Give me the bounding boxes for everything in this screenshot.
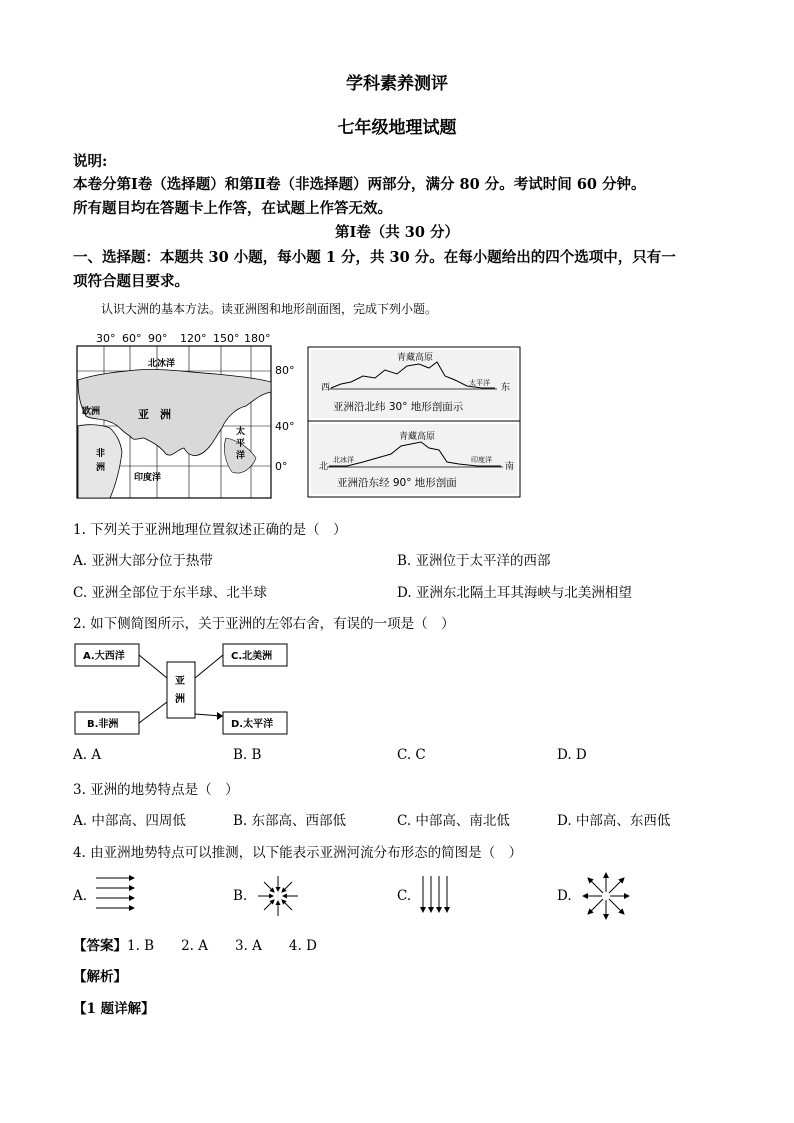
neighbor-center: 亚 (175, 676, 185, 687)
lat-label: 0° (275, 460, 288, 473)
section-title: 第Ⅰ卷（共 30 分） (334, 224, 460, 241)
question-2-option-a: A. A (73, 747, 102, 763)
profile1-west: 西 (321, 383, 331, 393)
profile1-peak: 青藏高原 (397, 353, 434, 363)
question-3-option-a: A. 中部高、四周低 (73, 813, 186, 829)
neighbor-b: B.非洲 (87, 719, 119, 730)
question-1-option-b: B. 亚洲位于太平洋的西部 (397, 553, 551, 569)
question-1-stem: 1. 下列关于亚洲地理位置叙述正确的是（ ） (73, 522, 347, 538)
label-arctic-ocean: 北冰洋 (148, 359, 176, 369)
profile2-ocean-right: 印度洋 (471, 456, 492, 464)
answer-label: 【答案】 (73, 938, 127, 954)
context-text: 认识大洲的基本方法。读亚洲图和地形剖面图，完成下列小题。 (101, 302, 438, 316)
question-2-option-b: B. B (233, 747, 262, 763)
neighbor-d: D.太平洋 (231, 719, 274, 730)
neighbor-a: A.大西洋 (83, 651, 125, 662)
question-3-option-d: D. 中部高、东西低 (557, 813, 671, 829)
lon-label: 30° (96, 332, 116, 345)
exam-subtitle: 七年级地理试题 (337, 118, 457, 138)
label-pacific: 太 (236, 427, 246, 437)
label-europe: 欧洲 (82, 407, 101, 417)
radiating-arrows-icon (580, 870, 632, 922)
section-intro-line1: 一、选择题：本题共 30 小题，每小题 1 分，共 30 分。在每小题给出的四个选项中，只有一 (73, 249, 676, 266)
question-3-stem: 3. 亚洲的地势特点是（ ） (73, 782, 239, 798)
lon-label: 60° (122, 332, 142, 345)
profile1-caption: 亚洲沿北纬 30° 地形剖面示 (333, 401, 464, 413)
label-indian-ocean: 印度洋 (134, 473, 162, 483)
terrain-profiles (307, 346, 521, 498)
profile2-caption: 亚洲沿东经 90° 地形剖面 (337, 477, 457, 489)
question-1-option-a: A. 亚洲大部分位于热带 (73, 553, 213, 569)
profile2-north: 北 (319, 462, 329, 472)
question-4-option-a: A. (73, 888, 88, 904)
lon-label: 120° (180, 332, 207, 345)
label-pacific-3: 洋 (236, 451, 246, 461)
question-2-option-c: C. C (397, 747, 426, 763)
section-intro-line2: 项符合题目要求。 (73, 273, 189, 290)
question-4-option-d: D. (557, 888, 572, 904)
profile1-ocean: 太平洋 (469, 379, 490, 387)
lat-label: 80° (275, 364, 295, 377)
profile2-south: 南 (505, 462, 515, 472)
question-4-option-b: B. (233, 888, 248, 904)
question-3-option-c: C. 中部高、南北低 (397, 813, 510, 829)
question-1-option-d: D. 亚洲东北隔土耳其海峡与北美洲相望 (397, 585, 632, 601)
lon-label: 150° (213, 332, 240, 345)
label-africa-2: 洲 (96, 463, 106, 473)
profile2-peak: 青藏高原 (399, 432, 436, 442)
answer-line (73, 934, 317, 954)
lon-label: 180° (244, 332, 271, 345)
neighbors-diagram (73, 638, 295, 738)
question-4-stem: 4. 由亚洲地势特点可以推测，以下能表示亚洲河流分布形态的简图是（ ） (73, 845, 523, 861)
downward-arrows-icon (418, 874, 454, 918)
label-africa: 非 (96, 449, 106, 459)
lon-label: 90° (148, 332, 168, 345)
answer-text: 1. B 2. A 3. A 4. D (127, 938, 317, 954)
instructions-line1: 本卷分第Ⅰ卷（选择题）和第Ⅱ卷（非选择题）两部分，满分 80 分。考试时间 60 分钟。 (73, 176, 646, 193)
profile2-ocean-left: 北冰洋 (333, 456, 354, 464)
exam-title: 学科素养测评 (346, 74, 448, 94)
label-pacific-2: 平 (236, 439, 246, 449)
neighbor-center-2: 洲 (175, 694, 185, 705)
parallel-arrows-icon (94, 872, 140, 916)
question-3-option-b: B. 东部高、西部低 (233, 813, 347, 829)
asia-map (76, 328, 301, 500)
question-2-stem: 2. 如下侧简图所示，关于亚洲的左邻右舍，有误的一项是（ ） (73, 616, 455, 632)
profile1-east: 东 (501, 383, 511, 393)
question-2-option-d: D. D (557, 747, 587, 763)
question-1-option-c: C. 亚洲全部位于东半球、北半球 (73, 585, 267, 601)
detail-label: 【1 题详解】 (73, 1001, 155, 1017)
question-4-option-c: C. (397, 888, 412, 904)
converging-arrows-icon (256, 874, 300, 918)
label-asia: 亚 洲 (138, 408, 171, 421)
instructions-label: 说明: (73, 153, 108, 170)
analysis-label: 【解析】 (73, 969, 127, 985)
lat-label: 40° (275, 420, 295, 433)
instructions-line2: 所有题目均在答题卡上作答，在试题上作答无效。 (73, 200, 392, 217)
neighbor-c: C.北美洲 (231, 651, 273, 662)
